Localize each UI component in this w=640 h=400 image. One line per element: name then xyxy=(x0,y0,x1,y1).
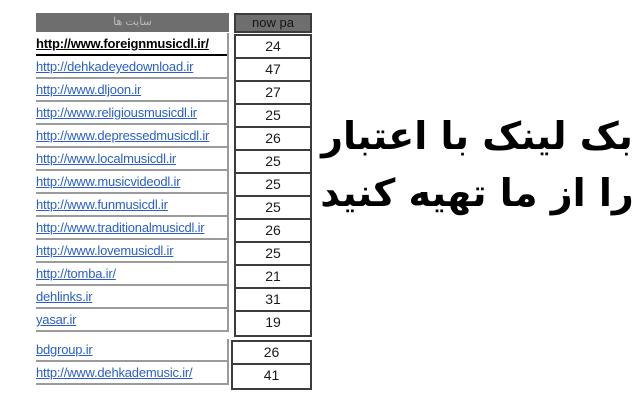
pa-value-cell: 26 xyxy=(233,342,310,365)
site-link[interactable]: http://www.musicvideodl.ir xyxy=(36,174,181,189)
pa-value-cell: 25 xyxy=(236,243,310,266)
pa-value-cell: 24 xyxy=(236,36,310,59)
sites-column xyxy=(36,13,229,385)
site-link[interactable]: http://www.traditionalmusicdl.ir xyxy=(36,220,205,235)
table-row xyxy=(36,56,227,79)
site-link[interactable]: http://dehkadeyedownload.ir xyxy=(36,59,194,74)
promo-caption-line1: بک لینک با اعتبار xyxy=(321,114,633,158)
table-row xyxy=(36,263,227,286)
pa-value-cell: 47 xyxy=(236,59,310,82)
site-link[interactable]: http://www.funmusicdl.ir xyxy=(36,197,168,212)
pa-column-header: now pa xyxy=(234,13,312,33)
sites-segment xyxy=(36,339,229,385)
pa-value-cell: 41 xyxy=(263,367,280,383)
pa-value-cell: 26 xyxy=(236,220,310,243)
pa-segment xyxy=(234,34,312,337)
site-link[interactable]: http://www.localmusicdl.ir xyxy=(36,151,177,166)
table-row xyxy=(36,33,227,56)
table-row xyxy=(36,79,227,102)
table-row xyxy=(36,240,227,263)
table-row xyxy=(36,309,227,332)
table-row xyxy=(36,148,227,171)
table-row xyxy=(36,362,227,385)
sites-column-header: سایت ها xyxy=(36,13,229,32)
site-link[interactable]: http://www.religiousmusicdl.ir xyxy=(36,105,197,120)
table-row xyxy=(36,171,227,194)
table-row xyxy=(36,217,227,240)
table-row xyxy=(36,102,227,125)
site-link[interactable]: dehlinks.ir xyxy=(36,289,93,304)
pa-value-cell: 27 xyxy=(236,82,310,105)
promo-caption xyxy=(318,108,636,222)
pa-value-cell: 25 xyxy=(236,151,310,174)
table-row xyxy=(36,286,227,309)
pa-value-cell: 25 xyxy=(236,197,310,220)
pa-value-cell: 26 xyxy=(236,128,310,151)
site-link[interactable]: http://www.dehkademusic.ir/ xyxy=(36,365,193,380)
site-link[interactable]: http://www.lovemusicdl.ir xyxy=(36,243,174,258)
pa-value-cell: 25 xyxy=(236,174,310,197)
pa-column xyxy=(234,13,312,390)
site-link[interactable]: http://www.foreignmusicdl.ir/ xyxy=(36,36,209,51)
site-link[interactable]: bdgroup.ir xyxy=(36,342,93,357)
table-row xyxy=(36,339,227,362)
pa-segment xyxy=(231,340,312,390)
table-row xyxy=(36,125,227,148)
site-link[interactable]: http://www.depressedmusicdl.ir xyxy=(36,128,210,143)
pa-value-cell: 25 xyxy=(236,105,310,128)
pa-rows xyxy=(234,34,312,390)
pa-value-cell: 31 xyxy=(236,289,310,312)
site-link[interactable]: http://tomba.ir/ xyxy=(36,266,116,281)
table-row xyxy=(36,194,227,217)
sites-segment xyxy=(36,33,229,332)
pa-value-cell: 19 xyxy=(265,314,281,330)
promo-caption-line2: را از ما تهیه کنید xyxy=(320,171,634,215)
sites-rows xyxy=(36,33,229,385)
site-link[interactable]: http://www.dljoon.ir xyxy=(36,82,142,97)
pa-value-cell: 21 xyxy=(236,266,310,289)
backlink-table xyxy=(36,13,312,390)
site-link[interactable]: yasar.ir xyxy=(36,312,77,327)
